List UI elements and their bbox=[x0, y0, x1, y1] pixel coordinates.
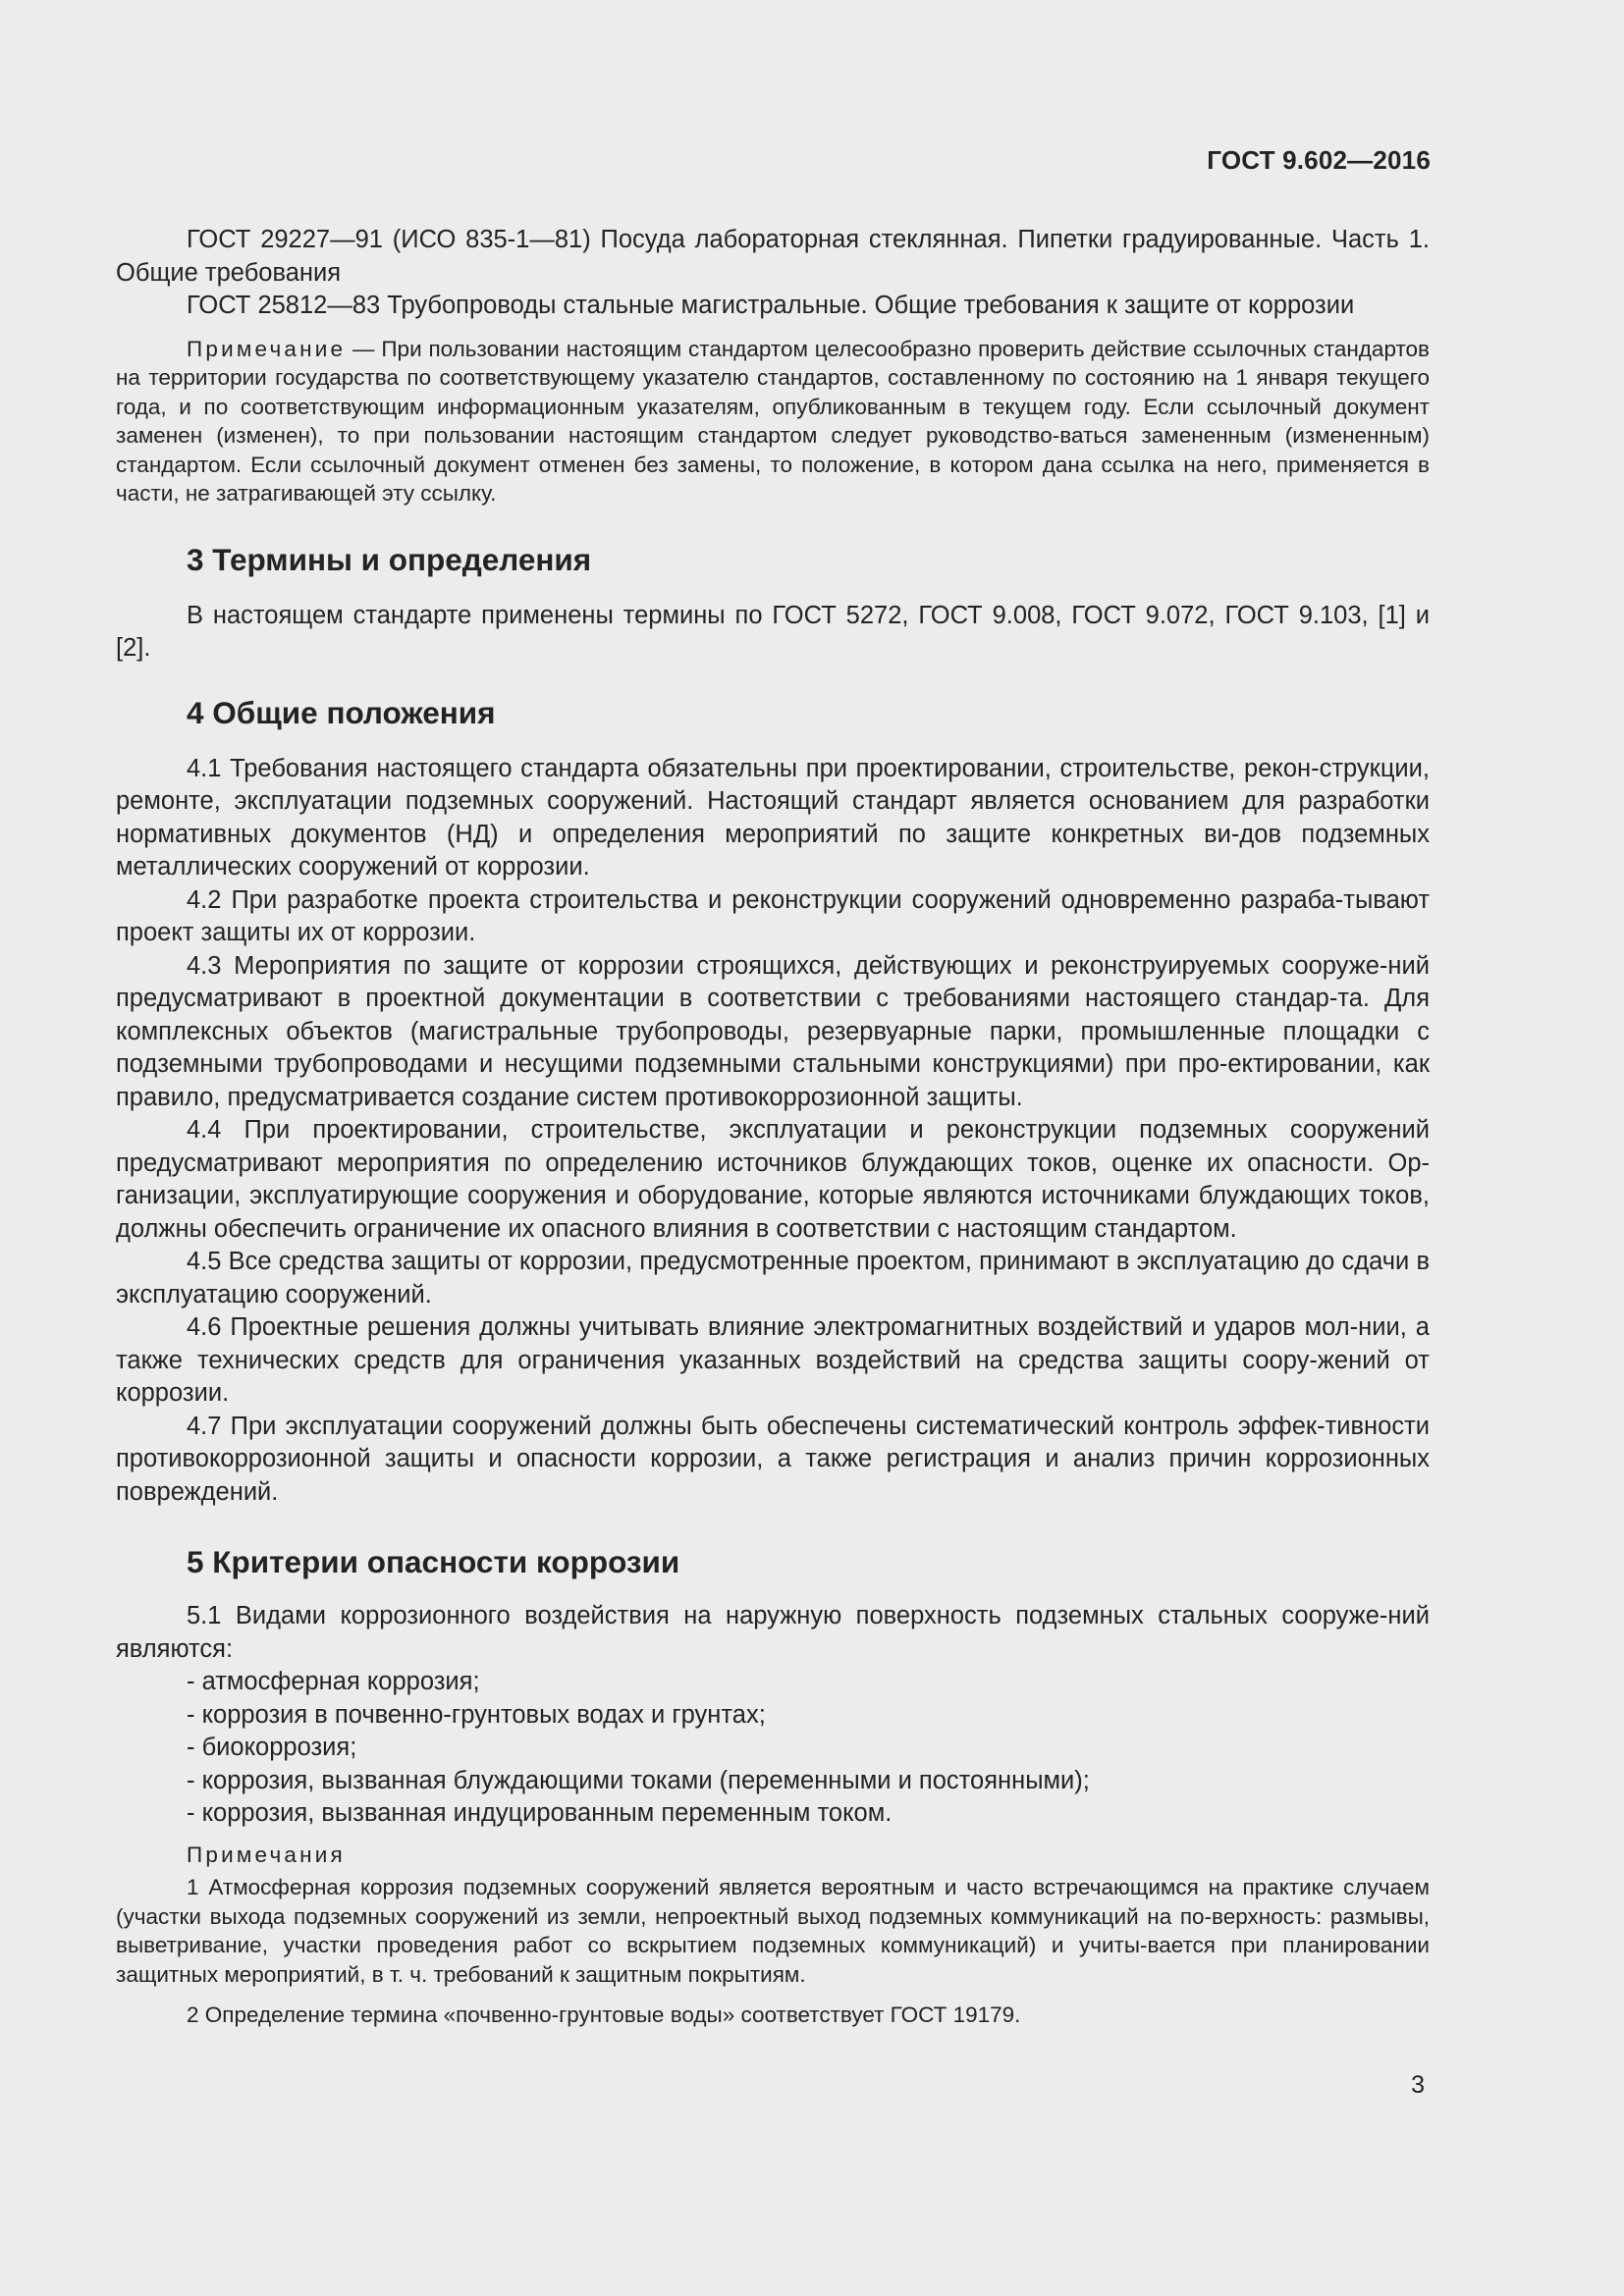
section-paragraph: 4.2 При разработке проекта строительства и реконструкции сооружений одновременно разраба-тывают проект защиты их от коррозии. bbox=[116, 885, 1430, 946]
list-item: - коррозия, вызванная индуцированным переменным током. bbox=[187, 1799, 893, 1827]
notes-label: Примечания bbox=[187, 1842, 346, 1867]
section-paragraph: 4.3 Мероприятия по защите от коррозии строящихся, действующих и реконструируемых сооруже-ний предусматривают в проектной документации в соответствии с требованиями настоящего стандар-та. Для комплексных объектов (магистральные трубопроводы, резервуарные парки, промышленные площадки с подземными трубопроводами и несущими подземными стальными конструкциями) при про-ектировании, как правило, предусматривается создание систем противокоррозионной защиты. bbox=[116, 951, 1430, 1111]
note-paragraph bbox=[116, 335, 1430, 508]
list-item: - коррозия, вызванная блуждающими токами (переменными и постоянными); bbox=[187, 1766, 1090, 1794]
section-4-paragraphs bbox=[116, 753, 1430, 1510]
note-paragraph: 2 Определение термина «почвенно-грунтовые воды» соответствует ГОСТ 19179. bbox=[187, 2002, 1021, 2027]
section-title: 5 Критерии опасности коррозии bbox=[187, 1544, 680, 1579]
page-number: 3 bbox=[1411, 2071, 1425, 2099]
reference-item: ГОСТ 29227—91 (ИСО 835-1—81) Посуда лабораторная стеклянная. Пипетки градуированные. Часть 1. Общие требования bbox=[116, 226, 1430, 287]
section-paragraph: 4.1 Требования настоящего стандарта обязательны при проектировании, строительстве, рекон-струкции, ремонте, эксплуатации подземных сооружений. Настоящий стандарт является основанием для разработки нормативных документов (НД) и определения мероприятий по защите конкретных ви-дов подземных металлических сооружений от коррозии. bbox=[116, 754, 1430, 881]
section-paragraph: 5.1 Видами коррозионного воздействия на наружную поверхность подземных стальных сооруже-ний являются: bbox=[116, 1602, 1430, 1663]
list-item: - атмосферная коррозия; bbox=[187, 1668, 480, 1695]
section-paragraph: 4.7 При эксплуатации сооружений должны быть обеспечены систематический контроль эффек-тивности противокоррозионной защиты и опасности коррозии, а также регистрация и анализ причин коррозионных повреждений. bbox=[116, 1412, 1430, 1506]
section-title: 3 Термины и определения bbox=[187, 541, 592, 577]
document-body bbox=[116, 224, 1430, 2030]
section-paragraph: 4.5 Все средства защиты от коррозии, предусмотренные проектом, принимают в эксплуатацию до сдачи в эксплуатацию сооружений. bbox=[116, 1248, 1430, 1308]
list-item: - коррозия в почвенно-грунтовых водах и грунтах; bbox=[187, 1700, 766, 1729]
note-text: — При пользовании настоящим стандартом целесообразно проверить действие ссылочных стандартов на территории государства по соответствующему указателю стандартов, составленному по состоянию на 1 января текущего года, и по соответствующим информационным указателям, опубликованным в текущем году. Если ссылочный документ заменен (изменен), то при пользовании настоящим стандартом следует руководство-ваться замененным (измененным) стандартом. Если ссылочный документ отменен без замены, то положение, в котором дана ссылка на него, применяется в части, не затрагивающей эту ссылку. bbox=[116, 336, 1430, 506]
section-paragraph: 4.4 При проектировании, строительстве, эксплуатации и реконструкции подземных сооружений предусматривают мероприятия по определению источников блуждающих токов, оценке их опасности. Ор-ганизации, эксплуатирующие сооружения и оборудование, которые являются источниками блуждающих токов, должны обеспечить ограничение их опасного влияния в соответствии с настоящим стандартом. bbox=[116, 1116, 1430, 1243]
corrosion-types-list bbox=[116, 1666, 1430, 1831]
section-title: 4 Общие положения bbox=[187, 694, 496, 730]
list-item: - биокоррозия; bbox=[187, 1734, 357, 1761]
reference-item: ГОСТ 25812—83 Трубопроводы стальные магистральные. Общие требования к защите от коррозии bbox=[187, 292, 1355, 319]
section-paragraph: В настоящем стандарте применены термины по ГОСТ 5272, ГОСТ 9.008, ГОСТ 9.072, ГОСТ 9.103, [1] и [2]. bbox=[116, 601, 1430, 662]
note-label: Примечание bbox=[187, 336, 347, 361]
note-paragraph: 1 Атмосферная коррозия подземных сооружений является вероятным и часто встречающимся на практике случаем (участки выхода подземных сооружений из земли, непроектный выход подземных коммуникаций на по-верхность: размывы, выветривание, участки проведения работ со вскрытием подземных коммуникаций) и учиты-вается при планировании защитных мероприятий, в т. ч. требований к защитным покрытиям. bbox=[116, 1875, 1430, 1987]
section-paragraph: 4.6 Проектные решения должны учитывать влияние электромагнитных воздействий и ударов мол-нии, а также технических средств для ограничения указанных воздействий на средства защиты соору-жений от коррозии. bbox=[116, 1313, 1430, 1407]
document-id-header: ГОСТ 9.602—2016 bbox=[1207, 145, 1431, 175]
